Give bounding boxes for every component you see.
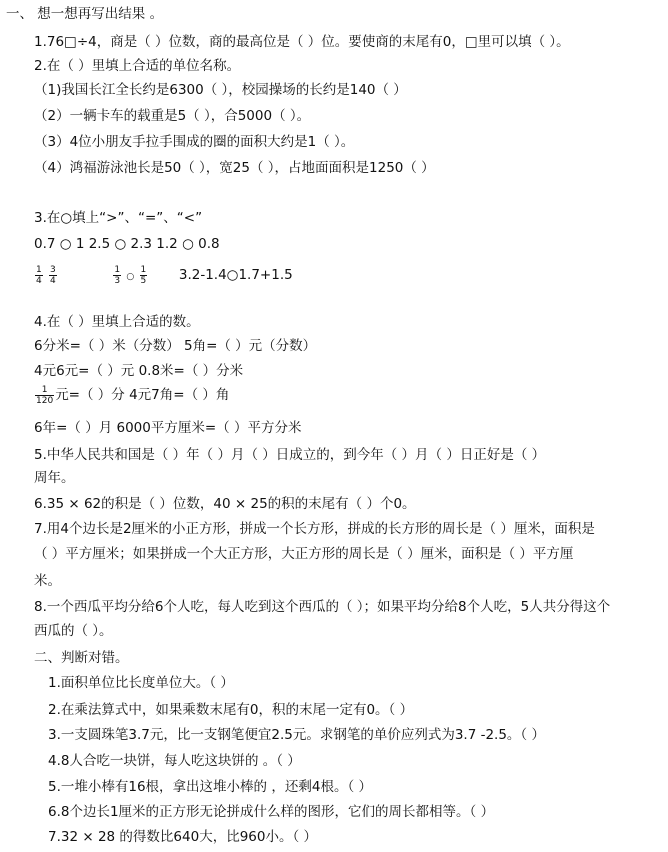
question-5-line-2: 周年。 [34,470,75,486]
fraction: $\frac{1}{4}$ [36,264,42,286]
question-8-line-1: 8.一个西瓜平均分给6个人吃，每人吃到这个西瓜的（ ）；如果平均分给8个人吃，5人共分得这个 [34,599,611,615]
expression: 3.2-1.4○1.7+1.5 [178,267,293,283]
compare-circle: ○ [126,272,135,282]
judge-item-1: 1.面积单位比长度单位大。（ ） [48,675,234,691]
question-4-item-2: 4元6元=（ ）元 0.8米=（ ）分米 [34,363,244,379]
judge-item-5: 5.一堆小棒有16根，拿出这堆小棒的 ，还剩4根。（ ） [48,779,372,795]
fraction: $\frac{1}{120}$ [36,384,54,406]
question-6: 6.35 × 62的积是（ ）位数，40 × 25的积的末尾有（ ）个0。 [34,496,416,512]
question-7-line-3: 米。 [34,573,61,589]
question-3-title: 3.在○填上“>”、“=”、“<” [34,210,203,226]
judge-item-2: 2.在乘法算式中，如果乘数末尾有0，积的末尾一定有0。（ ） [48,702,414,718]
question-5-line-1: 5.中华人民共和国是（ ）年（ ）月（ ）日成立的，到今年（ ）月（ ）日正好是（ ） [34,447,546,463]
judge-item-6: 6.8个边长1厘米的正方形无论拼成什么样的图形，它们的周长都相等。（ ） [48,804,495,820]
question-4-item-4: 6年=（ ）月 6000平方厘米=（ ）平方分米 [34,420,302,436]
judge-item-7: 7.32 × 28 的得数比640大，比960小。（ ） [48,829,317,845]
question-2-item-3: （3）4位小朋友手拉手围成的圈的面积大约是1（ ）。 [34,134,355,150]
question-2-title: 2.在（ ）里填上合适的单位名称。 [34,58,241,74]
fraction: $\frac{1}{3}$ [114,264,121,286]
question-8-line-2: 西瓜的（ ）。 [34,623,113,639]
question-2-item-2: （2）一辆卡车的载重是5（ ），合5000（ ）。 [34,108,311,124]
question-3-row-1: 0.7 ○ 1 2.5 ○ 2.3 1.2 ○ 0.8 [34,236,220,252]
question-2-item-4: （4）鸿福游泳池长是50（ ），宽25（ ），占地面面积是1250（ ） [34,160,435,176]
question-4-title: 4.在（ ）里填上合适的数。 [34,314,200,330]
question-7-line-1: 7.用4个边长是2厘米的小正方形，拼成一个长方形，拼成的长方形的周长是（ ）厘米，面积是 [34,521,595,537]
question-4-item-3: $\frac{1}{120}$ 元=（ ）分 4元7角=（ ）角 [36,384,230,406]
judge-item-3: 3.一支圆珠笔3.7元，比一支钢笔便宜2.5元。求钢笔的单价应列式为3.7 -2.5。（ ） [48,727,545,743]
question-4-item-1: 6分米=（ ）米（分数） 5角=（ ）元（分数） [34,338,317,354]
section1-title: 一、 想一想再写出结果 。 [6,6,164,22]
fraction: $\frac{1}{5}$ [140,264,147,286]
judge-item-4: 4.8人合吃一块饼，每人吃这块饼的 。（ ） [48,753,301,769]
section2-title: 二、判断对错。 [34,650,129,666]
question-7-line-2: （ ）平方厘米；如果拼成一个大正方形，大正方形的周长是（ ）厘米，面积是（ ）平方厘 [34,546,574,562]
question-2-item-1: （1)我国长江全长约是6300（ ），校园操场的长约是140（ ） [34,82,407,98]
question-3-row-2 [34,264,293,288]
question-1: 1.76□÷4，商是（ ）位数，商的最高位是（ ）位。要使商的末尾有0，□里可以填（ ）。 [34,34,570,50]
fraction: $\frac{3}{4}$ [50,264,56,286]
